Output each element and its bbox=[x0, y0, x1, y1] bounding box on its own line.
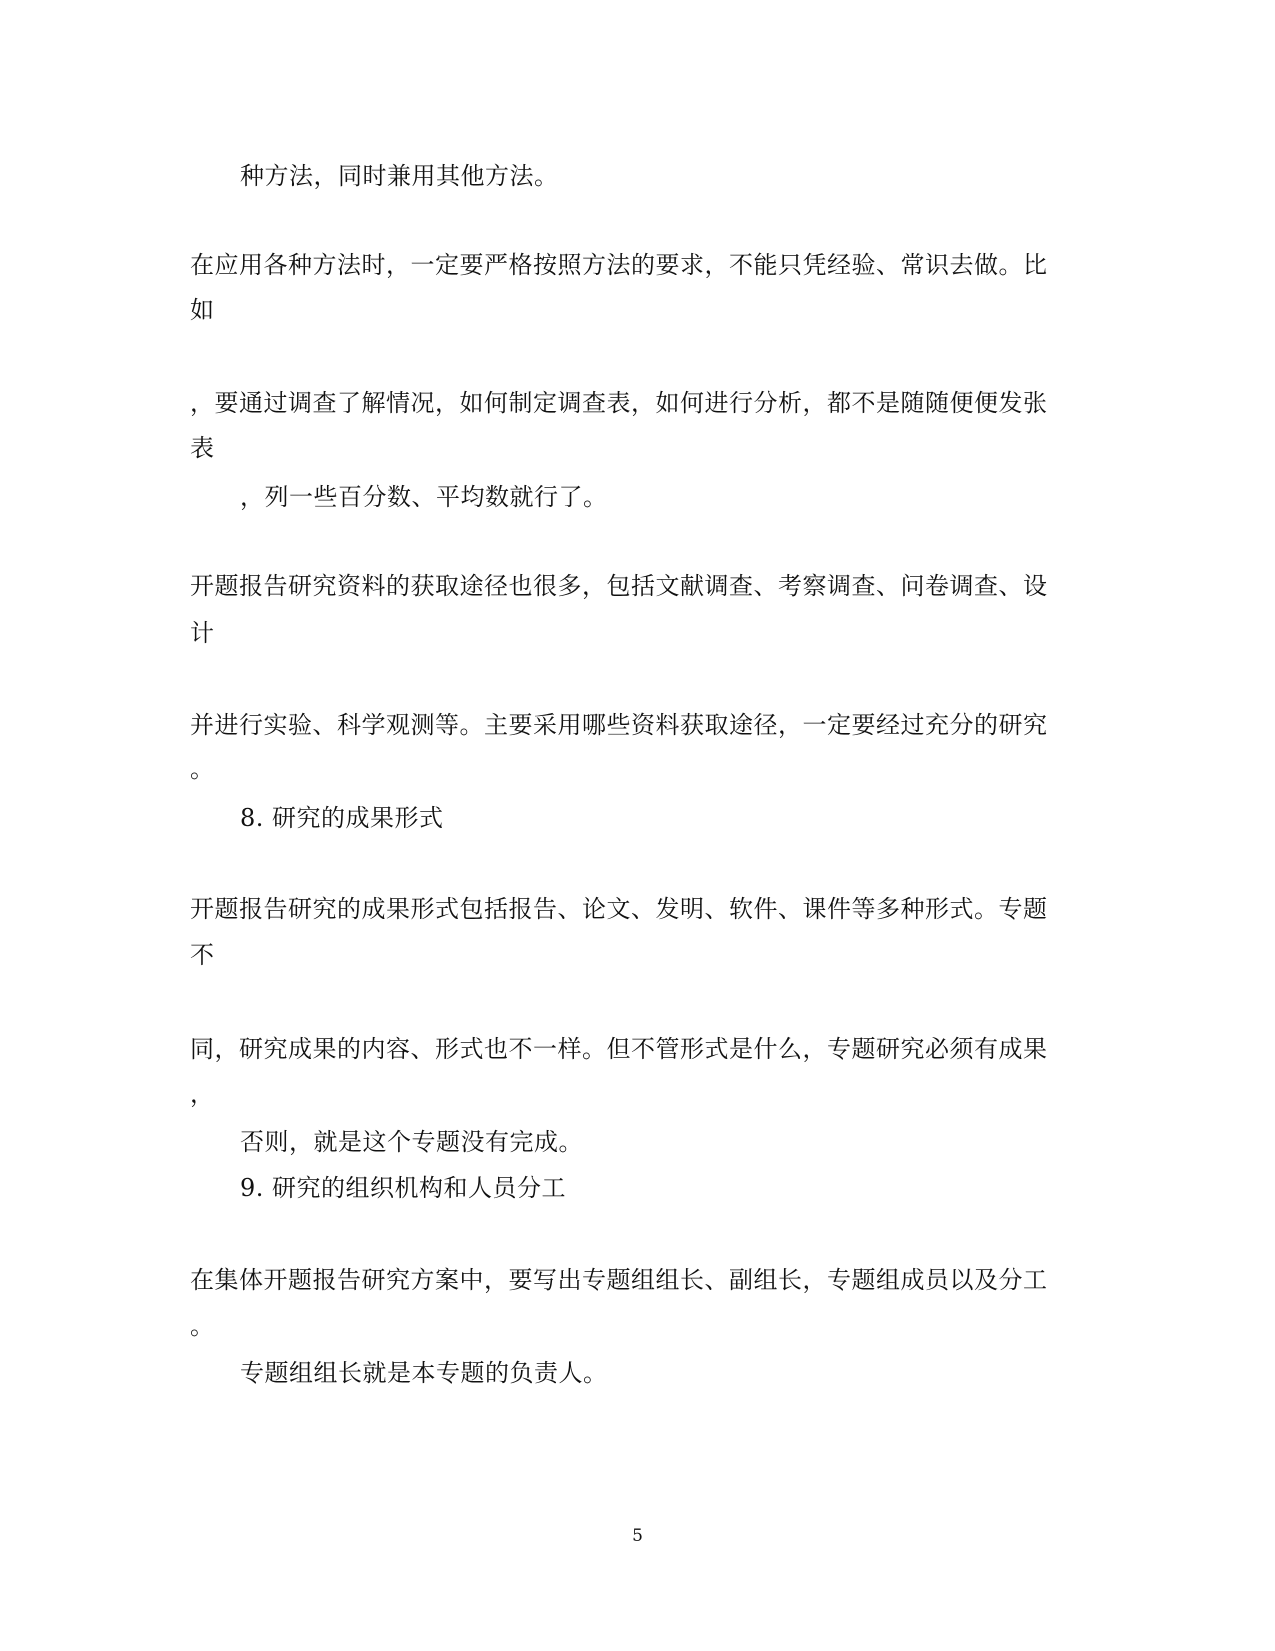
section-heading: 8. 研究的成果形式 bbox=[240, 804, 444, 832]
text-line: ，要通过调查了解情况，如何制定调查表，如何进行分析，都不是随随便便发张 bbox=[190, 389, 1048, 417]
text-line: 如 bbox=[190, 296, 215, 324]
text-line: 开题报告研究的成果形式包括报告、论文、发明、软件、课件等多种形式。专题 bbox=[190, 895, 1048, 923]
text-line: 在集体开题报告研究方案中，要写出专题组组长、副组长，专题组成员以及分工 bbox=[190, 1266, 1048, 1294]
section-heading: 9. 研究的组织机构和人员分工 bbox=[240, 1174, 567, 1202]
text-line: 同，研究成果的内容、形式也不一样。但不管形式是什么，专题研究必须有成果 bbox=[190, 1035, 1048, 1063]
text-line: 在应用各种方法时，一定要严格按照方法的要求，不能只凭经验、常识去做。比 bbox=[190, 251, 1048, 279]
page-number: 5 bbox=[632, 1526, 643, 1546]
text-line: 种方法，同时兼用其他方法。 bbox=[240, 162, 559, 190]
text-line: 表 bbox=[190, 434, 215, 462]
text-line: 。 bbox=[190, 1312, 215, 1340]
text-line: ， bbox=[190, 1080, 215, 1108]
text-line: 不 bbox=[190, 941, 215, 969]
text-line: 并进行实验、科学观测等。主要采用哪些资料获取途径，一定要经过充分的研究 bbox=[190, 711, 1048, 739]
text-line: 专题组组长就是本专题的负责人。 bbox=[240, 1359, 608, 1387]
text-line: 计 bbox=[190, 619, 215, 647]
text-line: 开题报告研究资料的获取途径也很多，包括文献调查、考察调查、问卷调查、设 bbox=[190, 572, 1048, 600]
text-line: 。 bbox=[190, 755, 215, 783]
text-line: ，列一些百分数、平均数就行了。 bbox=[240, 483, 608, 511]
text-line: 否则，就是这个专题没有完成。 bbox=[240, 1128, 583, 1156]
